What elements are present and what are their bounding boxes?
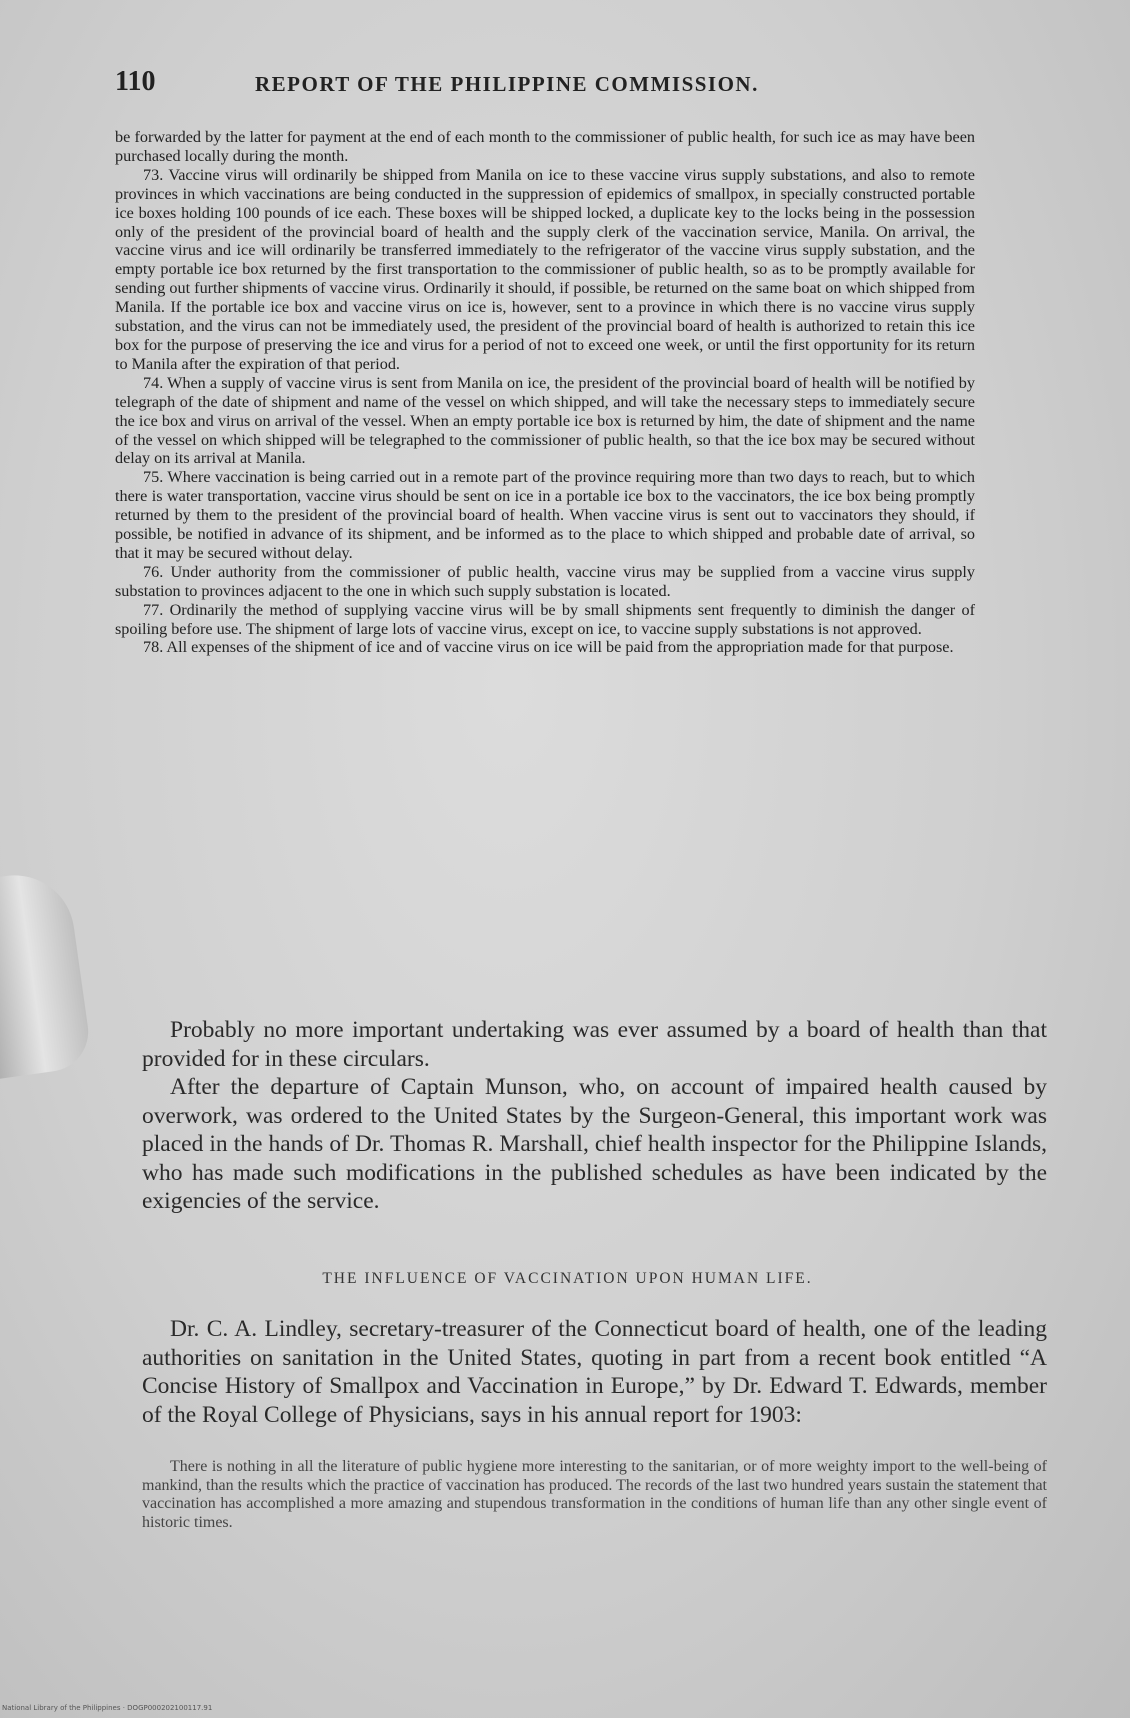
block-quote [142, 1458, 1047, 1532]
paragraph-78: 78. All expenses of the shipment of ice and of vaccine virus on ice will be paid from the appropriation made for that purpose. [143, 638, 954, 657]
running-title: REPORT OF THE PHILIPPINE COMMISSION. [255, 72, 759, 96]
commentary-paragraph: After the departure of Captain Munson, who, on account of impaired health caused by overwork, was ordered to the United States by the Surgeon-General, this important work was placed in the hands of Dr. Thomas R. Marshall, chief health inspector for the Philippine Islands, who has made such modifications in the published schedules as have been indicated by the exigencies of the service. [142, 1074, 1047, 1214]
paragraph-75: 75. Where vaccination is being carried out in a remote part of the province requiring more than two days to reach, but to which there is water transportation, vaccine virus should be sent on ice in a portable ice box to the vaccinators, the ice box being promptly returned by them to the president of the provincial board of health. When vaccine virus is sent out to vaccinators they should, if possible, be notified in advance of its shipment, and be informed as to the place to which shipped and probable date of arrival, so that it may be secured without delay. [115, 468, 975, 562]
paragraph-73: 73. Vaccine virus will ordinarily be shipped from Manila on ice to these vaccine virus supply substations, and also to remote provinces in which vaccinations are being conducted in the suppression of epidemics of smallpox, in specially constructed portable ice boxes holding 100 pounds of ice each. These boxes will be shipped locked, a duplicate key to the locks being in the possession only of the president of the provincial board of health and the supply clerk of the vaccination service, Manila. On arrival, the vaccine virus and ice will ordinarily be transferred immediately to the refrigerator of the vaccine virus supply substation, and the empty portable ice box returned by the first transportation to the commissioner of public health, so as to be promptly available for sending out further shipments of vaccine virus. Ordinarily it should, if possible, be returned on the same boat on which shipped from Manila. If the portable ice box and vaccine virus on ice is, however, sent to a province in which there is no vaccine virus supply substation, and the virus can not be immediately used, the president of the provincial board of health is authorized to retain this ice box for the purpose of preserving the ice and virus for a period of not to exceed one week, or until the first opportunity for its return to Manila after the expiration of that period. [115, 165, 975, 373]
section-body [142, 1315, 1047, 1429]
scanner-thumb [0, 868, 93, 1083]
numbered-rules-block [115, 128, 975, 657]
paragraph-76: 76. Under authority from the commissioner of public health, vaccine virus may be supplied from a vaccine virus supply substation to provinces adjacent to the one in which such supply substation is located. [115, 562, 975, 600]
quote-text: There is nothing in all the literature of public hygiene more interesting to the sanitarian, or of more weighty import to the well-being of mankind, than the results which the practice of vaccination has produced. The records of the last two hundred years sustain the statement that vaccination has accomplished a more amazing and stupendous transformation in the conditions of human life than any other single event of historic times. [142, 1458, 1047, 1531]
commentary-paragraph: Probably no more important undertaking was ever assumed by a board of health than that provided for in these circulars. [142, 1017, 1047, 1072]
paragraph-77: 77. Ordinarily the method of supplying vaccine virus will be by small shipments sent frequently to diminish the danger of spoiling before use. The shipment of large lots of vaccine virus, except on ice, to vaccine supply substations is not approved. [115, 600, 975, 638]
scan-credit: National Library of the Philippines · DOGP000202100117.91 [2, 1704, 213, 1712]
paragraph-continuation: be forwarded by the latter for payment at the end of each month to the commissioner of public health, for such ice as may have been purchased locally during the month. [115, 128, 975, 165]
section-heading: THE INFLUENCE OF VACCINATION UPON HUMAN LIFE. [322, 1270, 813, 1287]
page-number: 110 [115, 66, 156, 97]
section-paragraph: Dr. C. A. Lindley, secretary-treasurer of the Connecticut board of health, one of the leading authorities on sanitation in the United States, quoting in part from a recent book entitled “A Concise History of Smallpox and Vaccination in Europe,” by Dr. Edward T. Edwards, member of the Royal College of Physicians, says in his annual report for 1903: [142, 1316, 1047, 1428]
commentary-block [142, 1016, 1047, 1216]
paragraph-74: 74. When a supply of vaccine virus is sent from Manila on ice, the president of the provincial board of health will be notified by telegraph of the date of shipment and name of the vessel on which shipped, and will take the necessary steps to immediately secure the ice box and virus on arrival of the vessel. When an empty portable ice box is returned by him, the date of shipment and the name of the vessel on which shipped will be telegraphed to the commissioner of public health, so that the ice box may be secured without delay on its arrival at Manila. [115, 373, 975, 468]
